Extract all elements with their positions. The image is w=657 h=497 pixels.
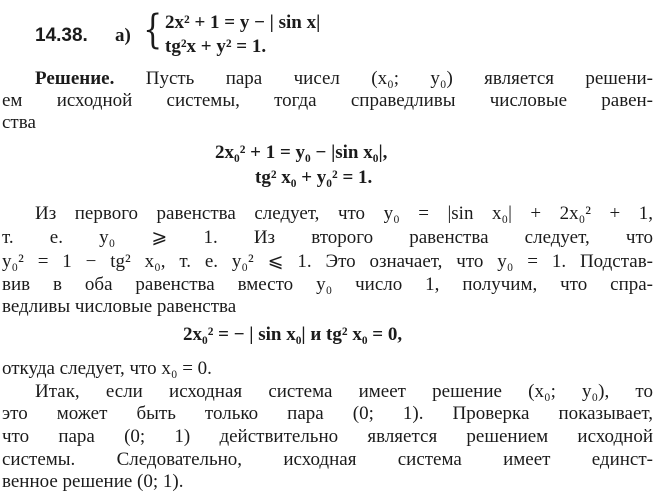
system-brace: { bbox=[143, 7, 163, 53]
solution-heading: Решение. bbox=[35, 68, 115, 89]
paragraph-2-line-1: Из первого равенства следует, что y₀ = |sin x₀| + 2x₀² + 1, bbox=[35, 203, 653, 224]
system-equation-2: tg²x + y² = 1. bbox=[165, 36, 267, 57]
paragraph-4-line-2: это может быть только пара (0; 1). Проверка показывает, bbox=[2, 403, 653, 424]
display-equation-2: tg² x₀ + y₀² = 1. bbox=[255, 167, 373, 188]
paragraph-2-line-4: вив в оба равенства вместо y₀ число 1, получим, что спра- bbox=[2, 274, 653, 295]
paragraph-2-line-2: т. е. y₀ ⩾ 1. Из второго равенства следует, что bbox=[2, 227, 653, 248]
paragraph-4-line-1: Итак, если исходная система имеет решение (x₀; y₀), то bbox=[35, 381, 653, 402]
display-equation-3: 2x₀² = − | sin x₀| и tg² x₀ = 0, bbox=[183, 324, 403, 345]
system-equation-1: 2x² + 1 = y − | sin x| bbox=[165, 12, 321, 33]
paragraph-1-line-3: ства bbox=[2, 112, 36, 133]
paragraph-2-line-5: ведливы числовые равенства bbox=[2, 296, 237, 317]
paragraph-4-line-4: системы. Следовательно, исходная система имеет единст- bbox=[2, 449, 653, 470]
problem-number: 14.38. bbox=[35, 25, 88, 46]
paragraph-1-line-1: Решение. Пусть пара чисел (x₀; y₀) является решени- bbox=[35, 68, 654, 89]
paragraph-4-line-5: венное решение (0; 1). bbox=[2, 471, 184, 492]
paragraph-3: откуда следует, что x₀ = 0. bbox=[2, 358, 212, 379]
paragraph-1-line-2: ем исходной системы, тогда справедливы числовые равен- bbox=[2, 90, 653, 111]
problem-part: а) bbox=[115, 25, 131, 46]
paragraph-2-line-3: y₀² = 1 − tg² x₀, т. е. y₀² ⩽ 1. Это означает, что y₀ = 1. Подстав- bbox=[2, 251, 653, 272]
paragraph-4-line-3: что пара (0; 1) действительно является решением исходной bbox=[2, 426, 653, 447]
display-equation-1: 2x₀² + 1 = y₀ − |sin x₀|, bbox=[215, 142, 388, 163]
